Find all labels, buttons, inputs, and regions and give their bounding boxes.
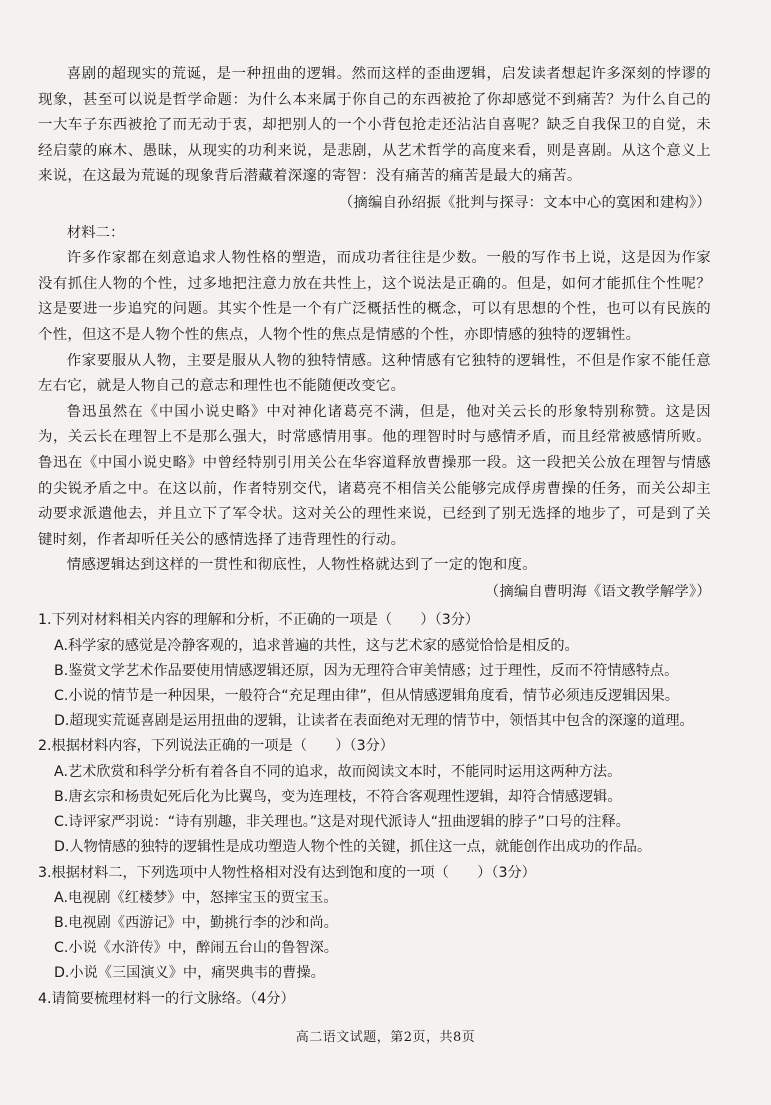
material-two-paragraph-1: 许多作家都在刻意追求人物性格的塑造，而成功者往往是少数。一般的写作书上说，这是因为作家没有抓住人物的个性，过多地把注意力放在共性上，这个说法是正确的。但是，如何才能抓住个性呢？这是要进一步追究的问题。其实个性是一个有广泛概括性的概念，可以有思想的个性，也可以有民族的个性，但这不是人物个性的焦点，人物个性的焦点是情感的个性，亦即情感的独特的逻辑性。 [38,250,711,343]
option-c: C.小说的情节是一种因果，一般符合“充足理由律”，但从情感逻辑角度看，情节必须违反逻辑因果。 [54,688,679,705]
question-stem: 3.根据材料二，下列选项中人物性格相对没有达到饱和度的一项（ ）（3分） [38,864,536,881]
option-b: B.唐玄宗和杨贵妃死后化为比翼鸟，变为连理枝，不符合客观理性逻辑，却符合情感逻辑。 [54,788,622,805]
option-a: A.科学家的感觉是冷静客观的，追求普遍的共性，这与艺术家的感觉恰恰是相反的。 [54,637,579,654]
question-2 [38,734,711,860]
question-1 [38,608,711,734]
option-a: A.艺术欣赏和科学分析有着各自不同的追求，故而阅读文本时，不能同时运用这两种方法。 [54,763,622,780]
option-d: D.超现实荒诞喜剧是运用扭曲的逻辑，让读者在表面绝对无理的情节中，领悟其中包含的深邃的道理。 [54,713,694,730]
question-stem: 4.请简要梳理材料一的行文脉络。（4分） [38,990,295,1007]
option-a: A.电视剧《红楼梦》中，怒摔宝玉的贾宝玉。 [54,889,338,906]
material-two-paragraph-2: 作家要服从人物，主要是服从人物的独特情感。这种情感有它独特的逻辑性，不但是作家不能任意左右它，就是人物自己的意志和理性也不能随便改变它。 [38,352,711,395]
question-4 [38,987,711,1012]
material-one-source: （摘编自孙绍振《批判与探寻：文本中心的寞困和建构》） [338,194,711,211]
question-stem: 2.根据材料内容，下列说法正确的一项是（ ）（3分） [38,738,394,755]
material-two-title: 材料二： [66,224,125,241]
material-one-paragraph: 喜剧的超现实的荒诞，是一种扭曲的逻辑。然而这样的歪曲逻辑，启发读者想起许多深刻的悖谬的现象，甚至可以说是哲学命题：为什么本来属于你自己的东西被抢了你却感觉不到痛苦？为什么自己的一大车子东西被抢了而无动于衷，却把别人的一个小背包抢走还沾沾自喜呢？缺乏自我保卫的自觉，未经启蒙的麻木、愚昧，从现实的功利来说，是悲剧，从艺术哲学的高度来看，则是喜剧。从这个意义上来说，在这最为荒诞的现象背后潜藏着深邃的寄智：没有痛苦的痛苦是最大的痛苦。 [38,66,711,185]
material-two-paragraph-3: 鲁迅虽然在《中国小说史略》中对神化诸葛亮不满，但是，他对关云长的形象特别称赞。这是因为，关云长在理智上不是那么强大，时常感情用事。他的理智时时与感情矛盾，而且经常被感情所败。鲁迅在《中国小说史略》中曾经特别引用关公在华容道释放曹操那一段。这一段把关公放在理智与情感的尖锐矛盾之中。在这以前，作者特别交代，诸葛亮不相信关公能够完成俘虏曹操的任务，而关公却主动要求派遣他去，并且立下了军令状。这对关公的理性来说，已经到了别无选择的地步了，可是到了关键时刻，作者却听任关公的感情选择了违背理性的行动。 [38,403,711,548]
option-c: C.诗评家严羽说：“诗有别趣，非关理也。”这是对现代派诗人“扭曲逻辑的脖子”口号的注释。 [54,814,630,831]
question-3 [38,861,711,987]
material-two-source: （摘编自曹明海《语文教学解学》） [484,583,711,600]
question-stem: 1.下列对材料相关内容的理解和分析，不正确的一项是（ ）（3分） [38,612,480,629]
option-b: B.鉴赏文学艺术作品要使用情感逻辑还原，因为无理符合审美情感；过于理性，反而不符情感特点。 [54,662,679,679]
option-b: B.电视剧《西游记》中，勤挑行李的沙和尚。 [54,914,338,931]
material-two-paragraph-4: 情感逻辑达到这样的一贯性和彻底性，人物性格就达到了一定的饱和度。 [66,557,537,574]
option-c: C.小说《水浒传》中，醉闹五台山的鲁智深。 [54,940,338,957]
page-footer: 高二语文试题，第2页，共8页 [295,1030,476,1045]
option-d: D.小说《三国演义》中，痛哭典韦的曹操。 [54,965,325,982]
option-d: D.人物情感的独特的逻辑性是成功塑造人物个性的关键，抓住这一点，就能创作出成功的作品。 [54,839,652,856]
